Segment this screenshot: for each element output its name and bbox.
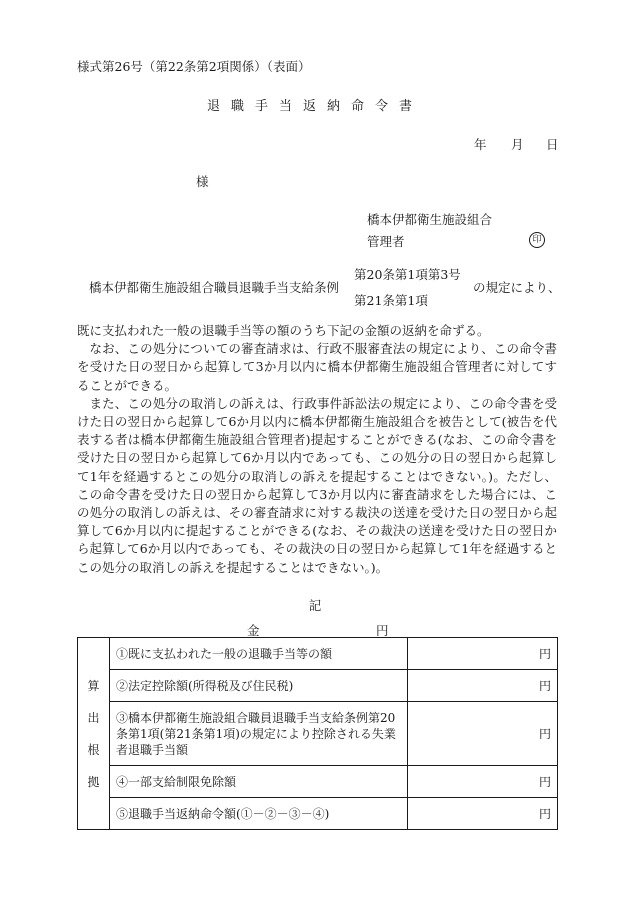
row-label-2: ②法定控除額(所得税及び住民税) bbox=[110, 670, 408, 702]
side-char: 出 bbox=[87, 710, 100, 725]
regulation-article-a: 第20条第1項第3号 bbox=[354, 267, 461, 282]
order-paragraph-1: 既に支払われた一般の退職手当等の額のうち下記の金額の返納を命ずる。 bbox=[77, 323, 490, 338]
ki-heading: 記 bbox=[308, 598, 322, 613]
regulation-suffix: の規定により、 bbox=[473, 280, 561, 295]
table-row bbox=[78, 798, 558, 830]
side-char: 拠 bbox=[87, 774, 100, 789]
row-label-1: ①既に支払われた一般の退職手当等の額 bbox=[110, 638, 408, 670]
date-day-label: 日 bbox=[546, 137, 559, 152]
calculation-basis-table bbox=[77, 637, 558, 830]
table-row bbox=[78, 638, 558, 670]
row-amount-4: 円 bbox=[408, 766, 558, 798]
row-label-5: ⑤退職手当返納命令額(①－②－③－④) bbox=[110, 798, 408, 830]
amount-kin-label: 金 bbox=[247, 623, 260, 638]
table-row bbox=[78, 766, 558, 798]
side-char: 根 bbox=[87, 742, 100, 757]
seal-mark-icon: 印 bbox=[529, 232, 545, 248]
calculation-basis-label bbox=[78, 638, 110, 830]
regulation-article-b: 第21条第1項 bbox=[354, 293, 428, 308]
table-row bbox=[78, 702, 558, 766]
order-body bbox=[77, 322, 557, 577]
table-row bbox=[78, 670, 558, 702]
addressee-honorific: 様 bbox=[196, 174, 209, 189]
row-amount-2: 円 bbox=[408, 670, 558, 702]
issuer-title: 管理者 bbox=[367, 234, 405, 249]
row-label-3: ③橋本伊都衛生施設組合職員退職手当支給条例第20条第1項(第21条第1項)の規定により控除される失業者退職手当額 bbox=[110, 702, 408, 766]
issuer-organization: 橋本伊都衛生施設組合 bbox=[367, 212, 493, 227]
row-amount-5: 円 bbox=[408, 798, 558, 830]
side-char: 算 bbox=[87, 678, 100, 693]
regulation-name: 橋本伊都衛生施設組合職員退職手当支給条例 bbox=[89, 280, 340, 295]
document-title: 退職手当返納命令書 bbox=[206, 99, 423, 114]
order-paragraph-2: なお、この処分についての審査請求は、行政不服審査法の規定により、この命令書を受けた日の翌日から起算して3か月以内に橋本伊都衛生施設組合管理者に対してすることができる。 bbox=[77, 341, 557, 393]
date-year-label: 年 bbox=[474, 137, 487, 152]
row-amount-1: 円 bbox=[408, 638, 558, 670]
form-number: 様式第26号（第22条第2項関係）（表面） bbox=[77, 59, 311, 74]
date-month-label: 月 bbox=[511, 137, 524, 152]
row-amount-3: 円 bbox=[408, 702, 558, 766]
row-label-4: ④一部支給制限免除額 bbox=[110, 766, 408, 798]
amount-yen-label: 円 bbox=[376, 623, 389, 638]
order-paragraph-3: また、この処分の取消しの訴えは、行政事件訴訟法の規定により、この命令書を受けた日の翌日から起算して6か月以内に橋本伊都衛生施設組合を被告として(被告を代表する者は橋本伊都衛生施設組合管理者)提起することができる(なお、この命令書を受けた日の翌日から起算して6か月以内であっても、この処分の日の翌日から起算して1年を経過するとこの処分の取消しの訴えを提起することはできない。)。ただし、この命令書を受けた日の翌日から起算して3か月以内に審査請求をした場合には、この処分の取消しの訴えは、その審査請求に対する裁決の送達を受けた日の翌日から起算して6か月以内に提起することができる(なお、その裁決の送達を受けた日の翌日から起算して6か月以内であっても、その裁決の日の翌日から起算して1年を経過するとこの処分の取消しの訴えを提起することはできない。)。 bbox=[77, 395, 557, 575]
